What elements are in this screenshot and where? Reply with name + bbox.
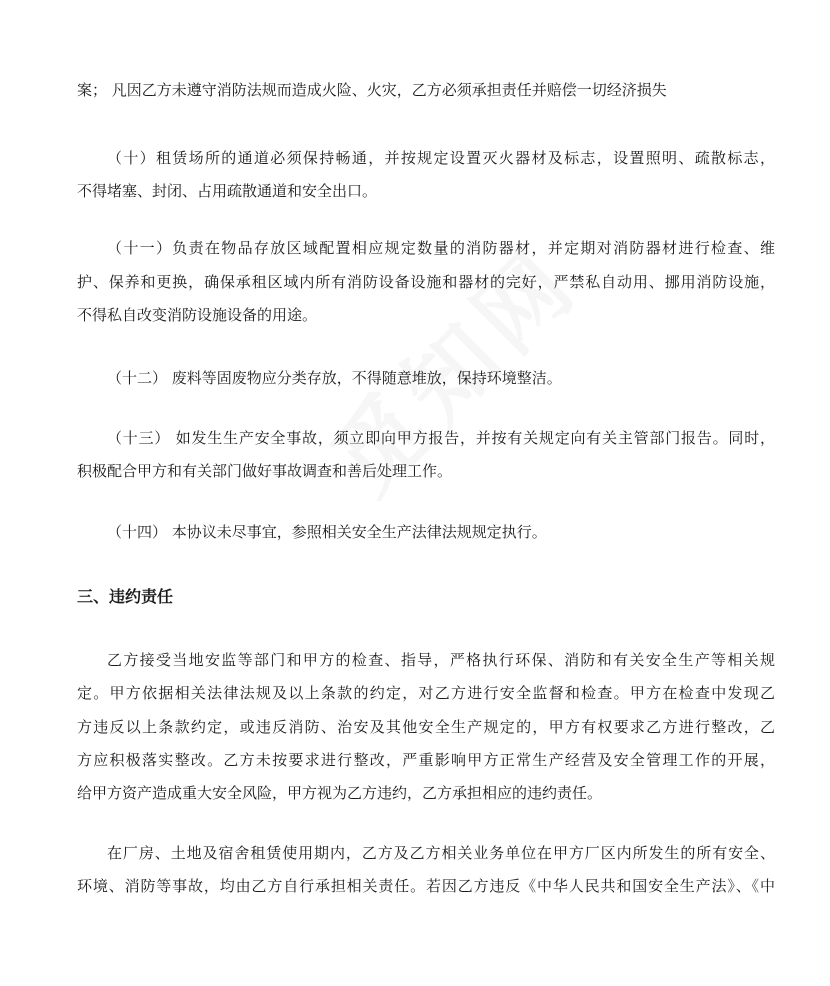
clause-14-line: （十四） 本协议未尽事宜，参照相关安全生产法律法规规定执行。 [107, 523, 547, 541]
paragraph-line: 方违反以上条款约定，或违反消防、治安及其他安全生产规定的，甲方有权要求乙方进行整改，乙 [77, 718, 775, 736]
section-heading: 三、违约责任 [77, 587, 174, 606]
text-line: 案； 凡因乙方未遵守消防法规而造成火险、火灾，乙方必须承担责任并赔偿一切经济损失 [77, 81, 667, 99]
paragraph-line: 定。甲方依据相关法律法规及以上条款的约定，对乙方进行安全监督和检查。甲方在检查中发现乙 [77, 684, 775, 702]
paragraph-line: 环境、消防等事故，均由乙方自行承担相关责任。若因乙方违反《中华人民共和国安全生产法》、《中 [77, 877, 775, 895]
clause-11-line: 护、保养和更换，确保承租区域内所有消防设备设施和器材的完好，严禁私自动用、挪用消防设施， [77, 273, 775, 291]
clause-12-line: （十二） 废料等固废物应分类存放，不得随意堆放，保持环境整洁。 [107, 369, 562, 387]
paragraph-line: 给甲方资产造成重大安全风险，甲方视为乙方违约，乙方承担相应的违约责任。 [77, 784, 603, 802]
paragraph-line: 乙方接受当地安监等部门和甲方的检查、指导，严格执行环保、消防和有关安全生产等相关规 [107, 651, 775, 669]
clause-13-line: （十三） 如发生生产安全事故，须立即向甲方报告，并按有关规定向有关主管部门报告。同时， [107, 429, 775, 447]
clause-11-line: （十一）负责在物品存放区域配置相应规定数量的消防器材，并定期对消防器材进行检查、维 [107, 239, 775, 257]
paragraph-line: 在厂房、土地及宿舍租赁使用期内，乙方及乙方相关业务单位在甲方厂区内所发生的所有安全、 [107, 844, 775, 862]
clause-11-line: 不得私自改变消防设施设备的用途。 [77, 306, 318, 324]
clause-13-line: 积极配合甲方和有关部门做好事故调查和善后处理工作。 [77, 462, 453, 480]
clause-10-line: 不得堵塞、封闭、占用疏散通道和安全出口。 [77, 182, 378, 200]
paragraph-line: 方应积极落实整改。乙方未按要求进行整改，严重影响甲方正常生产经营及安全管理工作的开展， [77, 751, 775, 769]
clause-10-line: （十）租赁场所的通道必须保持畅通，并按规定设置灭火器材及标志，设置照明、疏散标志， [107, 149, 775, 167]
